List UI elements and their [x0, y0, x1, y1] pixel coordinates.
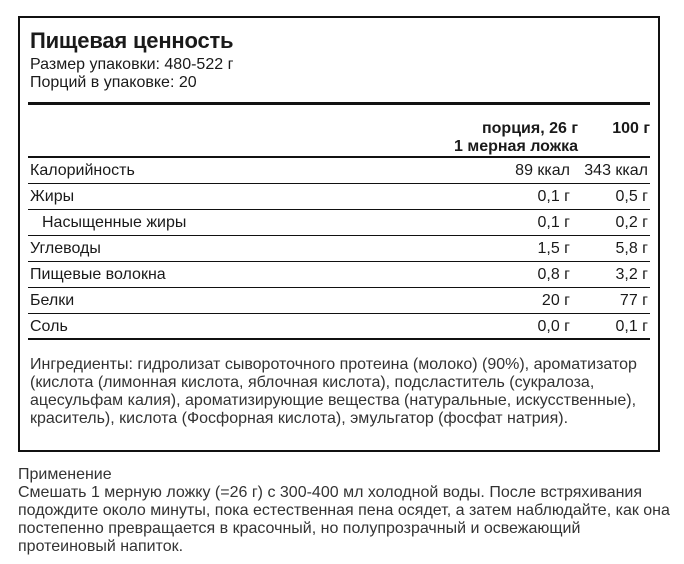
row-per100-value: 77 г	[619, 292, 648, 309]
table-row	[28, 184, 650, 210]
portion-column-header	[454, 120, 578, 156]
row-name: Жиры	[30, 188, 75, 205]
row-per100-value: 0,1 г	[615, 318, 648, 335]
row-portion-value: 0,1 г	[537, 214, 570, 231]
row-portion-value: 1,5 г	[537, 240, 570, 257]
row-name: Белки	[30, 292, 75, 309]
row-per100-value: 0,2 г	[615, 214, 648, 231]
table-row	[28, 288, 650, 314]
row-portion-value: 89 ккал	[515, 162, 570, 179]
row-portion-value: 0,1 г	[537, 188, 570, 205]
row-name: Углеводы	[30, 240, 101, 257]
row-portion-value: 0,8 г	[537, 266, 570, 283]
table-row	[28, 262, 650, 288]
nutrition-label	[18, 16, 660, 452]
ingredients-text: Ингредиенты: гидролизат сывороточного протеина (молоко) (90%), ароматизатор (кислота (лимонная кислота, яблочная кислота), подсластитель (сукралоза, ацесульфам калия), ароматизирующие вещества (натуральные, искусственные), краситель), кислота (Фосфорная кислота), эмульгатор (фосфат натрия).	[30, 356, 637, 427]
usage-section	[18, 466, 670, 556]
row-name: Насыщенные жиры	[42, 214, 187, 231]
table-bottom-divider	[28, 338, 650, 340]
portion-header-line2: 1 мерная ложка	[454, 138, 578, 155]
portion-header-line1: порция, 26 г	[481, 120, 578, 137]
row-portion-value: 0,0 г	[537, 318, 570, 335]
table-row	[28, 314, 650, 340]
package-size: Размер упаковки: 480-522 г	[30, 56, 234, 73]
table-row	[28, 236, 650, 262]
row-portion-value: 20 г	[541, 292, 570, 309]
label-title: Пищевая ценность	[30, 28, 234, 53]
usage-text: Смешать 1 мерную ложку (=26 г) с 300-400 мл холодной воды. После встряхивания подождите около минуты, пока естественная пена осядет, а затем наблюдайте, как она постепенно превращается в красочный, но полупрозрачный и освежающий протеиновый напиток.	[18, 484, 670, 555]
per100-column-header: 100 г	[612, 120, 650, 137]
table-row	[28, 210, 650, 236]
row-name: Пищевые волокна	[30, 266, 166, 283]
row-per100-value: 3,2 г	[615, 266, 648, 283]
row-per100-value: 343 ккал	[584, 162, 648, 179]
table-row	[28, 158, 650, 184]
servings-per-package: Порций в упаковке: 20	[30, 74, 197, 91]
row-name: Соль	[30, 318, 68, 335]
header-divider	[28, 102, 650, 105]
row-name: Калорийность	[30, 162, 135, 179]
row-per100-value: 5,8 г	[615, 240, 648, 257]
row-per100-value: 0,5 г	[615, 188, 648, 205]
usage-title: Применение	[18, 466, 112, 483]
